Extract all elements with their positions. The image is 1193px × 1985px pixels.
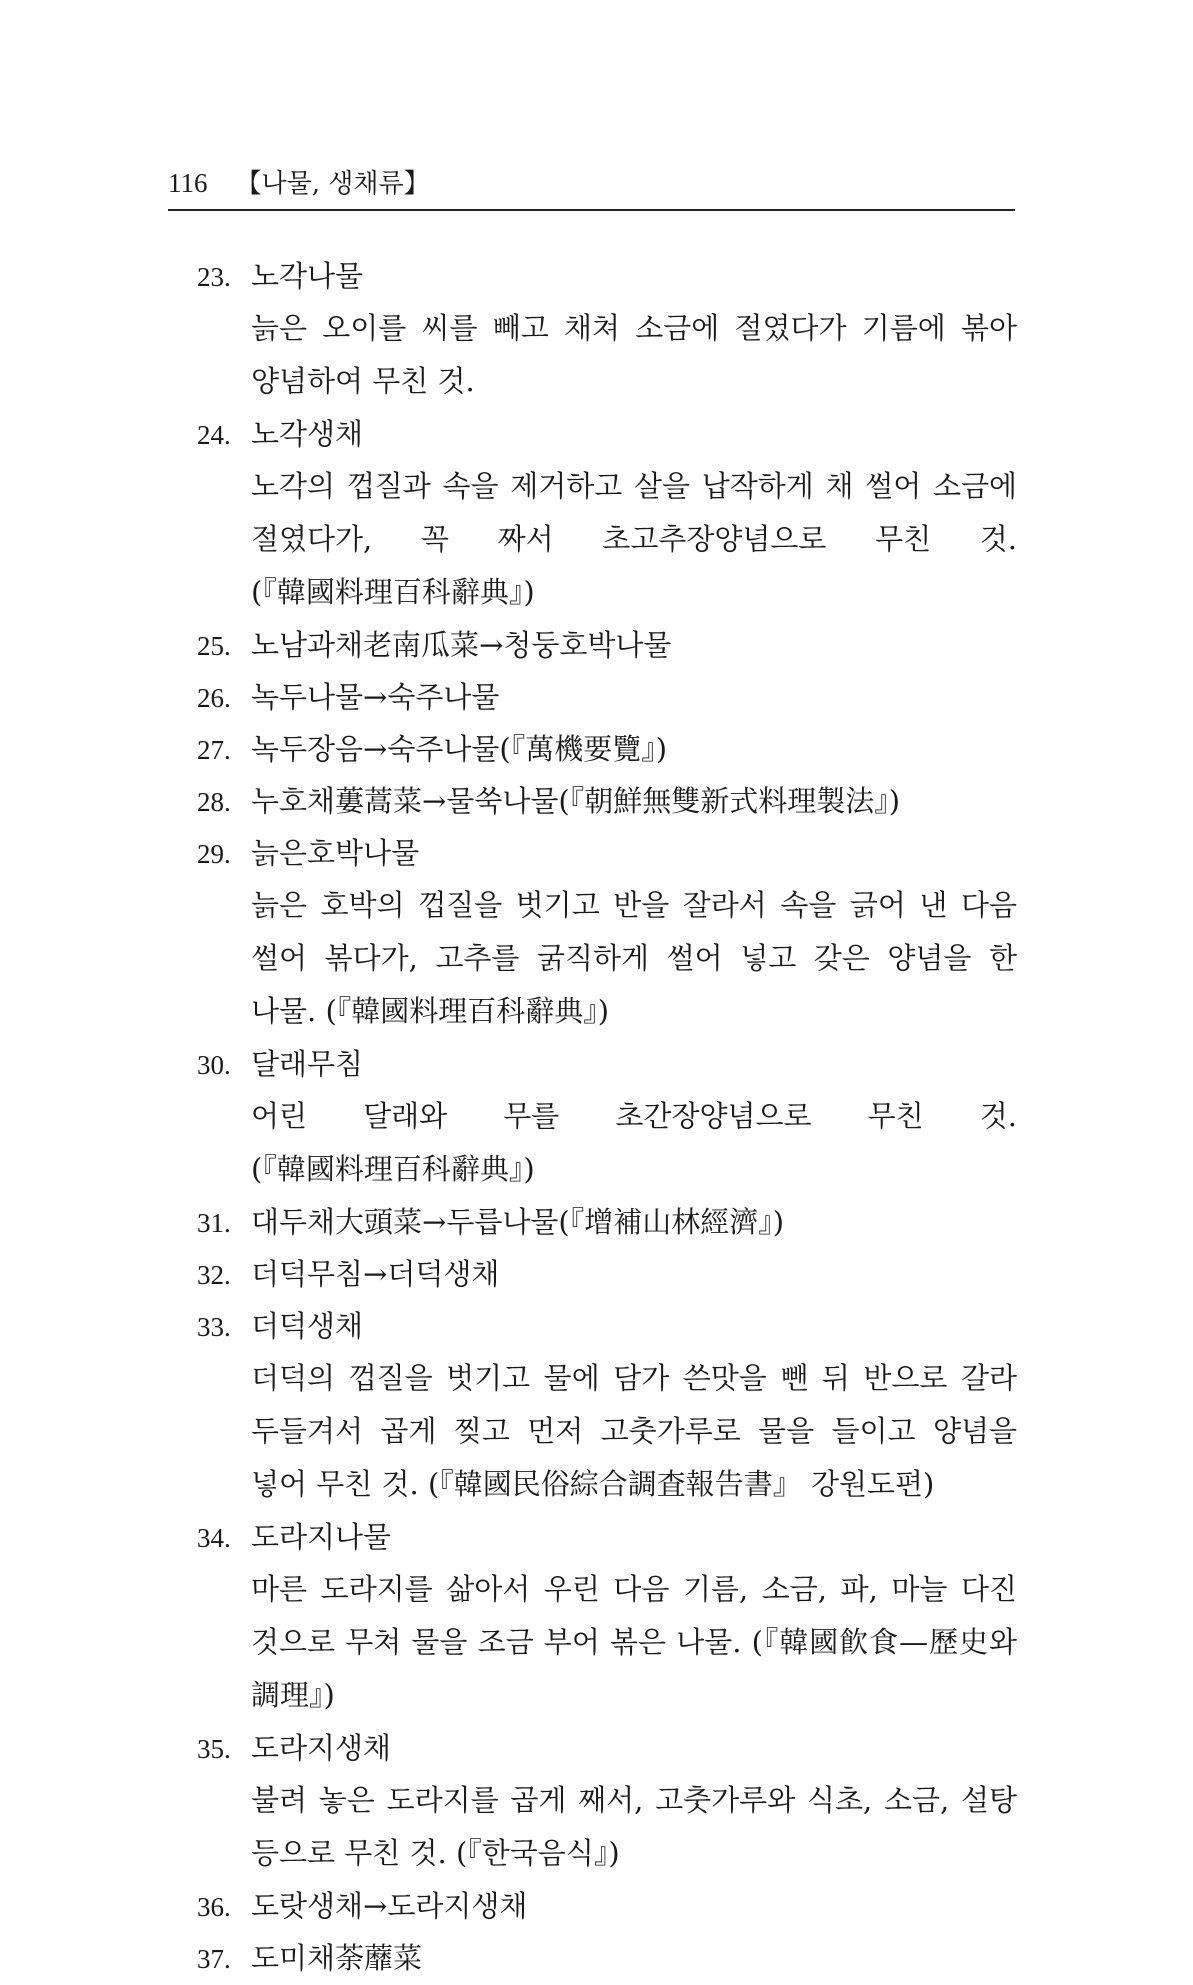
running-head <box>168 166 430 201</box>
entry-title: 도라지나물 <box>251 1520 392 1554</box>
entry-title: 녹두나물→숙주나물 <box>251 680 500 714</box>
list-item <box>197 1038 1017 1196</box>
entry-number: 26. <box>197 683 231 713</box>
entry-number: 24. <box>197 420 231 450</box>
entry-heading <box>197 1038 1017 1090</box>
entry-title: 도랏생채→도라지생채 <box>251 1889 528 1923</box>
list-item <box>197 1722 1017 1880</box>
entry-heading <box>197 1511 1017 1563</box>
entry-heading <box>197 250 1017 302</box>
entry-description: 불려 놓은 도라지를 곱게 째서, 고춧가루와 식초, 소금, 설탕 등으로 무친 것. (『한국음식』) <box>251 1783 1017 1870</box>
list-item <box>197 619 1017 671</box>
entry-number: 36. <box>197 1892 231 1922</box>
entry-heading <box>197 671 1017 723</box>
entry-number: 34. <box>197 1523 231 1553</box>
entry-heading <box>197 1932 1017 1984</box>
entry-title: 도미채荼蘼菜 <box>251 1941 423 1975</box>
entry-title: 늙은호박나물 <box>251 836 420 870</box>
entry-heading <box>197 1196 1017 1248</box>
list-item <box>197 1300 1017 1511</box>
entry-heading <box>197 775 1017 827</box>
entry-description: 더덕의 껍질을 벗기고 물에 담가 쓴맛을 뺀 뒤 반으로 갈라 두들겨서 곱게 찢고 먼저 고춧가루로 물을 들이고 양념을 넣어 무친 것. (『韓國民俗綜合調査報告書』 강원도편) <box>251 1361 1017 1501</box>
list-item <box>197 1248 1017 1300</box>
entry-heading <box>197 1248 1017 1300</box>
entry-number: 35. <box>197 1734 231 1764</box>
entry-number: 33. <box>197 1312 231 1342</box>
list-item <box>197 827 1017 1038</box>
entry-number: 27. <box>197 735 231 765</box>
section-title: 【나물, 생채류】 <box>235 169 430 199</box>
entry-heading <box>197 827 1017 879</box>
list-item <box>197 1880 1017 1932</box>
entry-title: 녹두장음→숙주나물(『萬機要覽』) <box>251 732 668 766</box>
entry-description: 늙은 호박의 껍질을 벗기고 반을 잘라서 속을 긁어 낸 다음 썰어 볶다가, 고추를 굵직하게 썰어 넣고 갖은 양념을 한 나물. (『韓國料理百科辭典』) <box>251 888 1017 1028</box>
entry-heading <box>197 408 1017 460</box>
list-item <box>197 775 1017 827</box>
list-item <box>197 1511 1017 1722</box>
entry-number: 32. <box>197 1260 231 1290</box>
page-number: 116 <box>168 168 208 198</box>
list-item <box>197 1932 1017 1984</box>
entry-title: 노남과채老南瓜菜→청둥호박나물 <box>251 628 672 662</box>
entry-number: 37. <box>197 1944 231 1974</box>
list-item <box>197 250 1017 408</box>
entry-title: 달래무침 <box>251 1047 364 1081</box>
entry-heading <box>197 1880 1017 1932</box>
entry-title: 더덕생채 <box>251 1309 364 1343</box>
entry-title: 노각나물 <box>251 259 364 293</box>
entry-title: 노각생채 <box>251 417 364 451</box>
list-item <box>197 671 1017 723</box>
entry-number: 23. <box>197 262 231 292</box>
entry-description: 노각의 껍질과 속을 제거하고 살을 납작하게 채 썰어 소금에 절였다가, 꼭 짜서 초고추장양념으로 무친 것. (『韓國料理百科辭典』) <box>251 469 1017 609</box>
list-item <box>197 723 1017 775</box>
entry-heading <box>197 1300 1017 1352</box>
entry-list <box>197 250 1017 1984</box>
entry-number: 29. <box>197 839 231 869</box>
entry-number: 28. <box>197 787 231 817</box>
list-item <box>197 1196 1017 1248</box>
list-item <box>197 408 1017 619</box>
entry-heading <box>197 723 1017 775</box>
entry-title: 더덕무침→더덕생채 <box>251 1257 500 1291</box>
entry-description: 마른 도라지를 삶아서 우린 다음 기름, 소금, 파, 마늘 다진 것으로 무쳐 물을 조금 부어 볶은 나물. (『韓國飮食—歷史와 調理』) <box>251 1572 1017 1712</box>
entry-title: 누호채蔞蒿菜→물쑥나물(『朝鮮無雙新式料理製法』) <box>251 784 901 818</box>
entry-number: 31. <box>197 1208 231 1238</box>
entry-description: 어린 달래와 무를 초간장양념으로 무친 것. (『韓國料理百科辭典』) <box>251 1099 1017 1186</box>
entry-heading <box>197 1722 1017 1774</box>
header-rule <box>168 209 1015 211</box>
entry-heading <box>197 619 1017 671</box>
entry-number: 30. <box>197 1050 231 1080</box>
entry-title: 도라지생채 <box>251 1731 392 1765</box>
entry-number: 25. <box>197 631 231 661</box>
entry-description: 늙은 오이를 씨를 빼고 채쳐 소금에 절였다가 기름에 볶아 양념하여 무친 것. <box>251 311 1017 398</box>
entry-title: 대두채大頭菜→두릅나물(『增補山林經濟』) <box>251 1205 785 1239</box>
